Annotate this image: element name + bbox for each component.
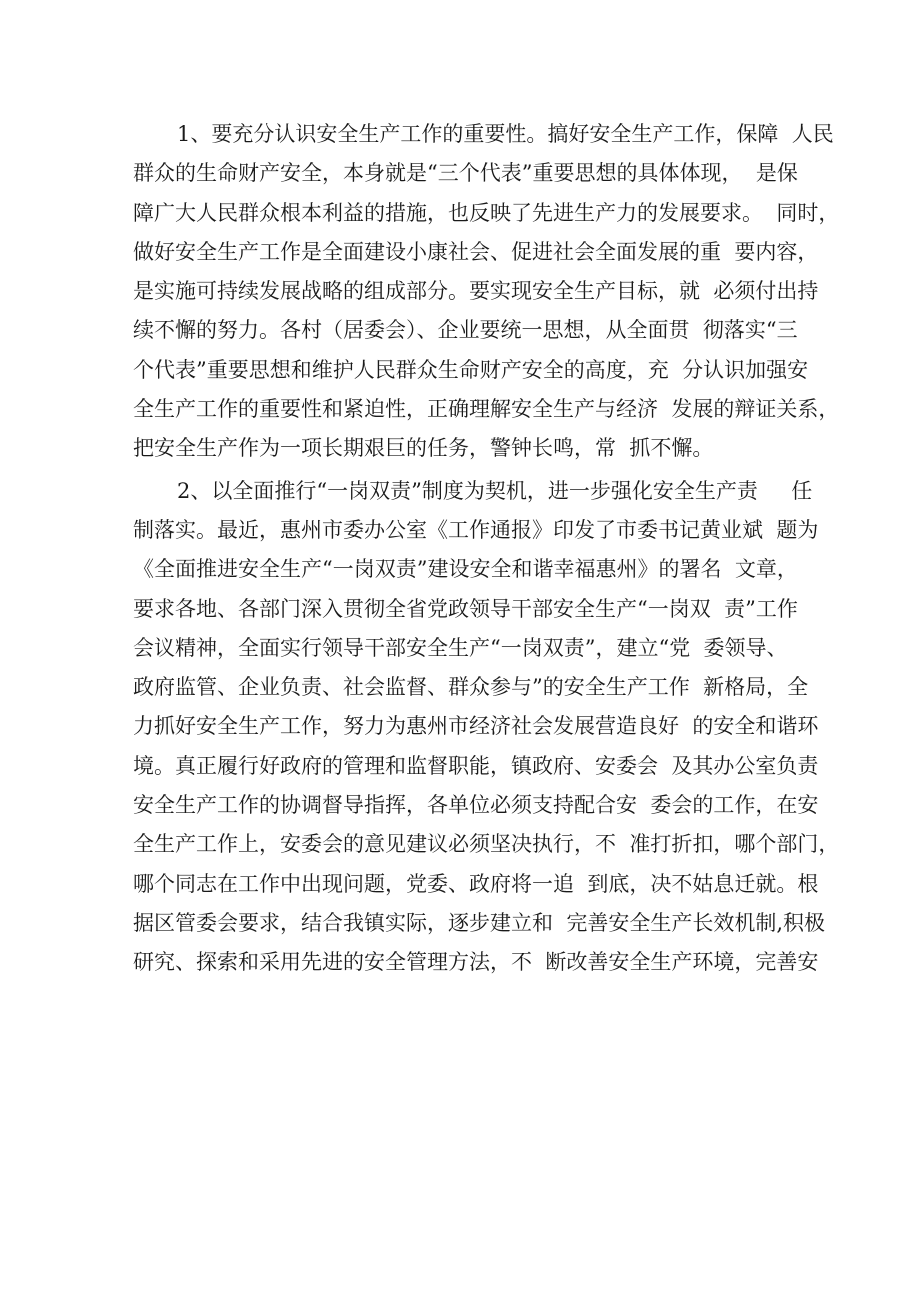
- text-line: 境。真正履行好政府的管理和监督职能，镇政府、安委会 及其办公室负责: [133, 753, 819, 778]
- text-line: 政府监管、企业负责、社会监督、群众参与”的安全生产工作 新格局，全: [133, 675, 809, 700]
- text-line: 1、要充分认识安全生产工作的重要性。搞好安全生产工作，保障 人民: [177, 122, 834, 146]
- text-line: 据区管委会要求，结合我镇实际，逐步建立和 完善安全生产长效机制,积极: [133, 910, 826, 935]
- text-line: 会议精神，全面实行领导干部安全生产“一岗双责”，建立“党 委领导、: [133, 635, 788, 660]
- text-line: 全生产工作的重要性和紧迫性，正确理解安全生产与经济 发展的辩证关系，: [133, 397, 840, 422]
- text-line: 是实施可持续发展战略的组成部分。要实现安全生产目标，就 必须付出持: [133, 279, 819, 304]
- text-line: 群众的生命财产安全，本身就是“三个代表”重要思想的具体体现， 是保: [133, 161, 798, 186]
- paragraph-2: [133, 472, 840, 983]
- text-line: 做好安全生产工作是全面建设小康社会、促进社会全面发展的重 要内容，: [133, 239, 819, 264]
- text-line: 要求各地、各部门深入贯彻全省党政领导干部安全生产“一岗双 责”工作: [133, 596, 798, 621]
- text-line: 把安全生产作为一项长期艰巨的任务，警钟长鸣，常 抓不懈。: [133, 436, 714, 461]
- document-body: [133, 115, 840, 983]
- text-line: 个代表”重要思想和维护人民群众生命财产安全的高度，充 分认识加强安: [133, 357, 809, 382]
- text-line: 2、以全面推行“一岗双责”制度为契机，进一步强化安全生产责 任: [177, 478, 813, 503]
- text-line: 力抓好安全生产工作，努力为惠州市经济社会发展营造良好 的安全和谐环: [133, 714, 819, 739]
- text-line: 障广大人民群众根本利益的措施，也反映了先进生产力的发展要求。 同时，: [133, 200, 840, 225]
- text-line: 全生产工作上，安委会的意见建议必须坚决执行，不 准打折扣，哪个部门，: [133, 832, 840, 857]
- text-line: 哪个同志在工作中出现问题，党委、政府将一追 到底，决不姑息迁就。根: [133, 871, 819, 896]
- text-line: 续不懈的努力。各村（居委会）、企业要统一思想，从全面贯 彻落实“三: [133, 318, 798, 343]
- paragraph-1: [133, 115, 840, 469]
- text-line: 《全面推进安全生产“一岗双责”建设安全和谐幸福惠州》的署名 文章，: [133, 557, 798, 582]
- text-line: 安全生产工作的协调督导指挥，各单位必须支持配合安 委会的工作，在安: [133, 793, 819, 818]
- text-line: 研究、探索和采用先进的安全管理方法，不 断改善安全生产环境，完善安: [133, 950, 819, 975]
- text-line: 制落实。最近，惠州市委办公室《工作通报》印发了市委书记黄业斌 题为: [133, 517, 819, 542]
